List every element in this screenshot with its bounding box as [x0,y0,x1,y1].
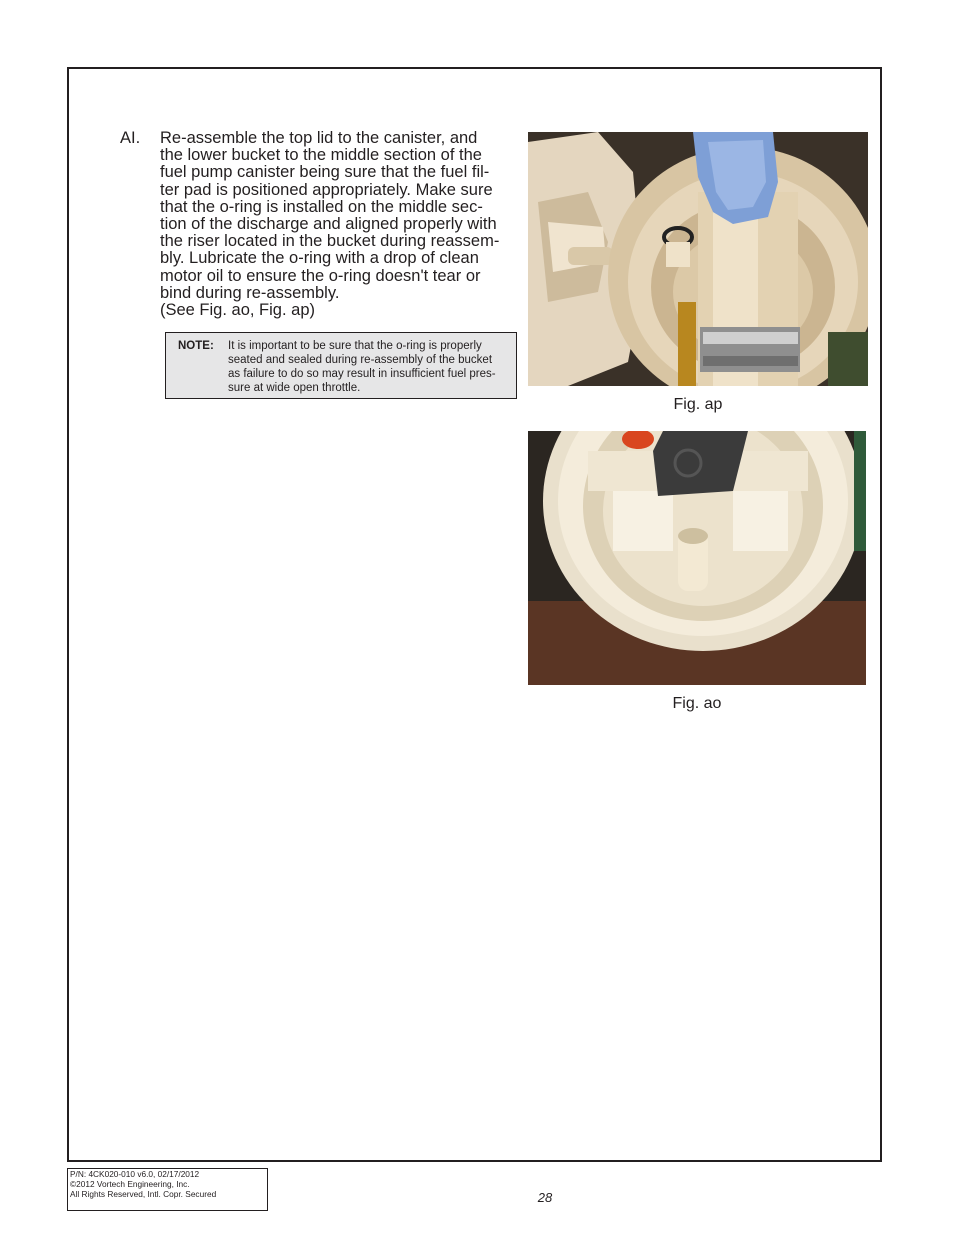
step-instructions: Re-assemble the top lid to the canister, and the lower bucket to the middle section of the fuel pump canister being sure that the fuel fil- ter pad is positioned appropriately. Make sure that the o-ring is installed on the middle sec- tion of the discharge and aligned properly with the riser located in the bucket during reassem- bly. Lubricate the o-ring with a drop of clean motor oil to ensure the o-ring doesn't tear or bind during re-assembly. (See Fig. ao, Fig. ap) [160,129,500,320]
step-letter: AI. [120,129,141,147]
figure-ao-photo [528,431,866,685]
footer-info-box [67,1168,268,1211]
figure-ao-caption: Fig. ao [672,695,722,712]
page-number: 28 [537,1190,553,1205]
note-text: It is important to be sure that the o-ring is properly seated and sealed during re-assembly of the bucket as failure to do so may result in insufficient fuel pres- sure at wide open throttle. [228,340,496,394]
footer-copyright: ©2012 Vortech Engineering, Inc. [70,1179,190,1189]
footer-part-number: P/N: 4CK020-010 v6.0, 02/17/2012 [70,1169,200,1179]
figure-ap-caption: Fig. ap [673,396,723,413]
note-box [165,332,517,399]
footer-rights: All Rights Reserved, Intl. Copr. Secured [70,1189,217,1199]
figure-ap-photo [528,132,868,386]
note-label: NOTE: [178,340,214,352]
